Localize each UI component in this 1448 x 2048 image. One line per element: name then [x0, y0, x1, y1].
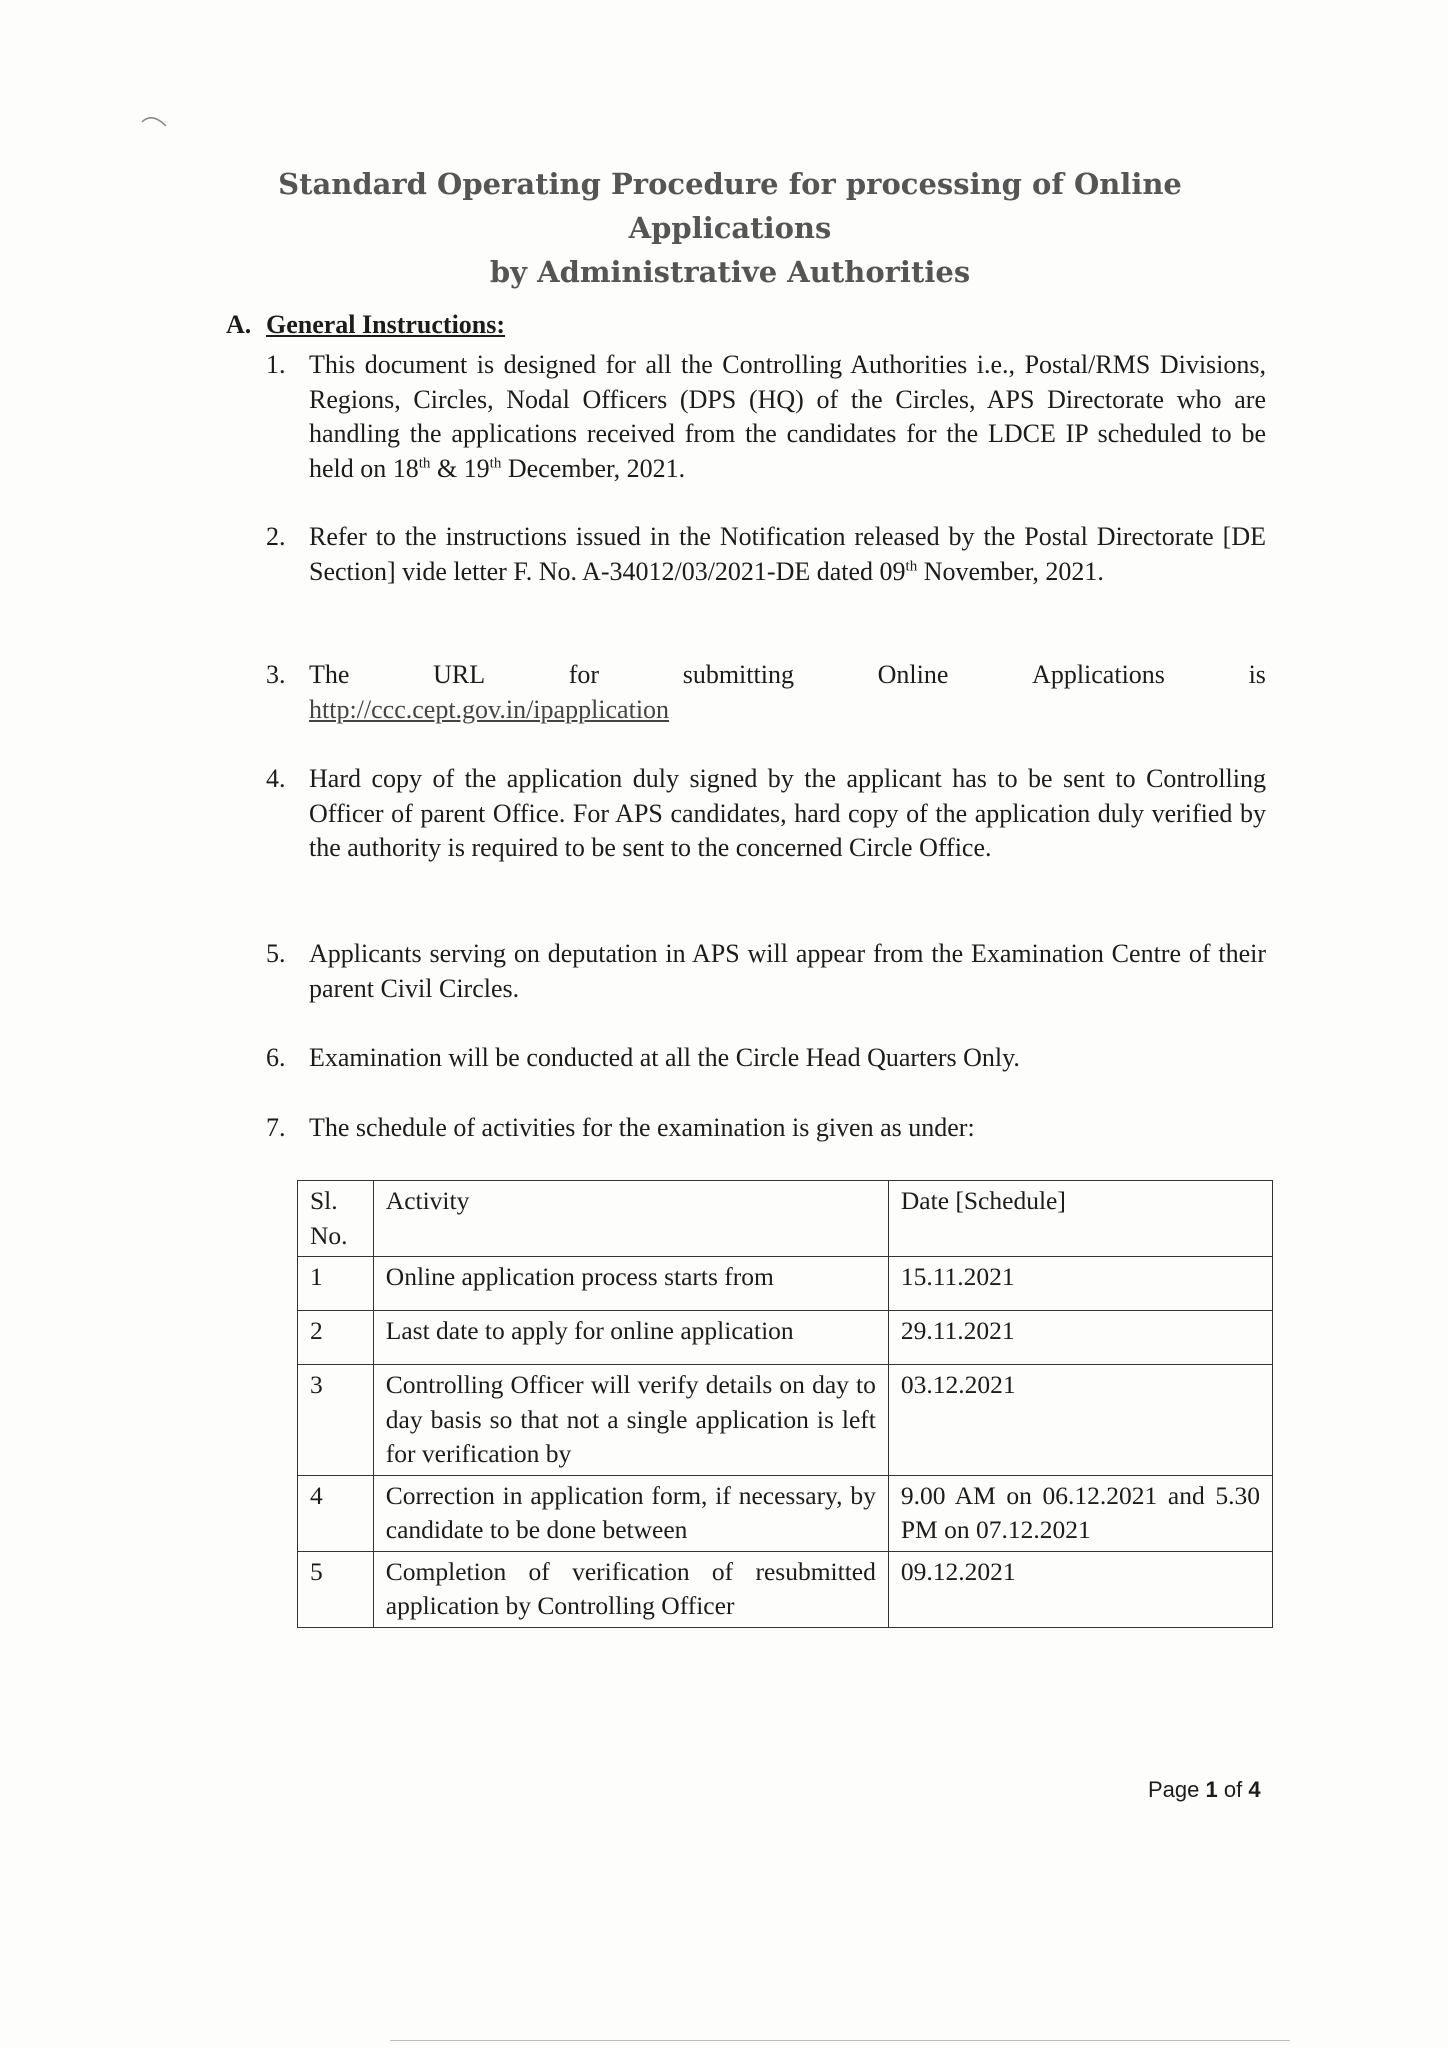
item-number: 1.: [266, 350, 286, 379]
item-1-text-c: December, 2021.: [501, 453, 686, 483]
item-3-word: for: [568, 660, 600, 689]
list-item-1: [266, 348, 1266, 486]
row-activity: Completion of verification of resubmitted application by Controlling Officer: [373, 1551, 888, 1627]
section-heading: [226, 310, 505, 340]
section-letter: A.: [226, 310, 252, 339]
item-2-text-a: Refer to the instructions issued in the Notification released by the Postal Directorate [DE Section] vide letter F. No. A-34012/03/2021-DE dated 09: [309, 522, 1266, 586]
page-number: [1148, 1777, 1261, 1803]
item-1-text-a: This document is designed for all the Controlling Authorities i.e., Postal/RMS Divisions, Regions, Circles, Nodal Officers (DPS (HQ) of the Circles, APS Directorate who are handling the applications received from the candidates for the LDCE IP scheduled to be held on 18: [309, 350, 1266, 483]
table-row: [298, 1365, 1273, 1476]
list-item-2: [266, 520, 1266, 589]
table-row: [298, 1311, 1273, 1365]
row-sl: 1: [298, 1257, 374, 1311]
title-line-2: by Administrative Authorities: [489, 255, 971, 289]
list-item-3: [266, 658, 1266, 727]
item-1-text-b: & 19: [430, 453, 490, 483]
document-title: [180, 162, 1280, 294]
item-number: 7.: [266, 1113, 286, 1142]
total-pages: 4: [1248, 1777, 1261, 1802]
item-number: 3.: [266, 660, 286, 689]
scan-edge-line: [390, 2040, 1290, 2041]
item-text: [309, 520, 1266, 589]
schedule-table: [297, 1180, 1273, 1628]
application-url-link[interactable]: http://ccc.cept.gov.in/ipapplication: [309, 694, 670, 724]
row-date: 09.12.2021: [888, 1551, 1272, 1627]
item-text: [309, 658, 1266, 727]
row-activity: Correction in application form, if necessary, by candidate to be done between: [373, 1475, 888, 1551]
item-3-word: is: [1248, 660, 1266, 689]
current-page: 1: [1205, 1777, 1218, 1802]
list-item-4: [266, 762, 1266, 866]
row-date: 29.11.2021: [888, 1311, 1272, 1365]
item-1-sup-a: th: [418, 454, 431, 471]
section-title: General Instructions:: [266, 310, 506, 339]
item-number: 6.: [266, 1043, 286, 1072]
item-2-sup: th: [905, 557, 918, 574]
table-header-row: [298, 1181, 1273, 1257]
title-line-1: Standard Operating Procedure for processing of Online Applications: [278, 167, 1182, 245]
item-text: [309, 348, 1266, 486]
row-activity: Online application process starts from: [373, 1257, 888, 1311]
item-number: 2.: [266, 522, 286, 551]
item-text: Applicants serving on deputation in APS will appear from the Examination Centre of their parent Civil Circles.: [309, 939, 1266, 1003]
header-date: Date [Schedule]: [888, 1181, 1272, 1257]
item-3-word: Online: [877, 660, 949, 689]
item-text: Examination will be conducted at all the Circle Head Quarters Only.: [309, 1043, 1020, 1072]
item-3-word: The: [309, 660, 350, 689]
item-2-text-b: November, 2021.: [917, 556, 1104, 586]
item-number: 5.: [266, 939, 286, 968]
row-activity: Last date to apply for online application: [373, 1311, 888, 1365]
row-date: 9.00 AM on 06.12.2021 and 5.30 PM on 07.12.2021: [888, 1475, 1272, 1551]
row-date: 03.12.2021: [888, 1365, 1272, 1476]
row-date: 15.11.2021: [888, 1257, 1272, 1311]
header-sl-no: Sl. No.: [298, 1181, 374, 1257]
header-activity: Activity: [373, 1181, 888, 1257]
list-item-6: [266, 1041, 1266, 1076]
page-of-label: of: [1217, 1777, 1249, 1802]
row-sl: 5: [298, 1551, 374, 1627]
table-row: [298, 1475, 1273, 1551]
table-row: [298, 1257, 1273, 1311]
scan-mark-icon: [140, 112, 170, 132]
row-activity: Controlling Officer will verify details on day to day basis so that not a single application is left for verification by: [373, 1365, 888, 1476]
item-3-line: [309, 658, 1266, 693]
row-sl: 2: [298, 1311, 374, 1365]
page-label: Page: [1148, 1777, 1206, 1802]
item-text: The schedule of activities for the examination is given as under:: [309, 1113, 975, 1142]
list-item-5: [266, 937, 1266, 1006]
item-number: 4.: [266, 764, 286, 793]
item-text: Hard copy of the application duly signed by the applicant has to be sent to Controlling Officer of parent Office. For APS candidates, hard copy of the application duly verified by the authority is required to be sent to the concerned Circle Office.: [309, 764, 1266, 862]
item-3-word: submitting: [682, 660, 794, 689]
row-sl: 4: [298, 1475, 374, 1551]
item-1-sup-b: th: [489, 454, 502, 471]
row-sl: 3: [298, 1365, 374, 1476]
item-3-word: Applications: [1032, 660, 1165, 689]
list-item-7: [266, 1111, 1266, 1146]
table-row: [298, 1551, 1273, 1627]
item-3-word: URL: [433, 660, 486, 689]
